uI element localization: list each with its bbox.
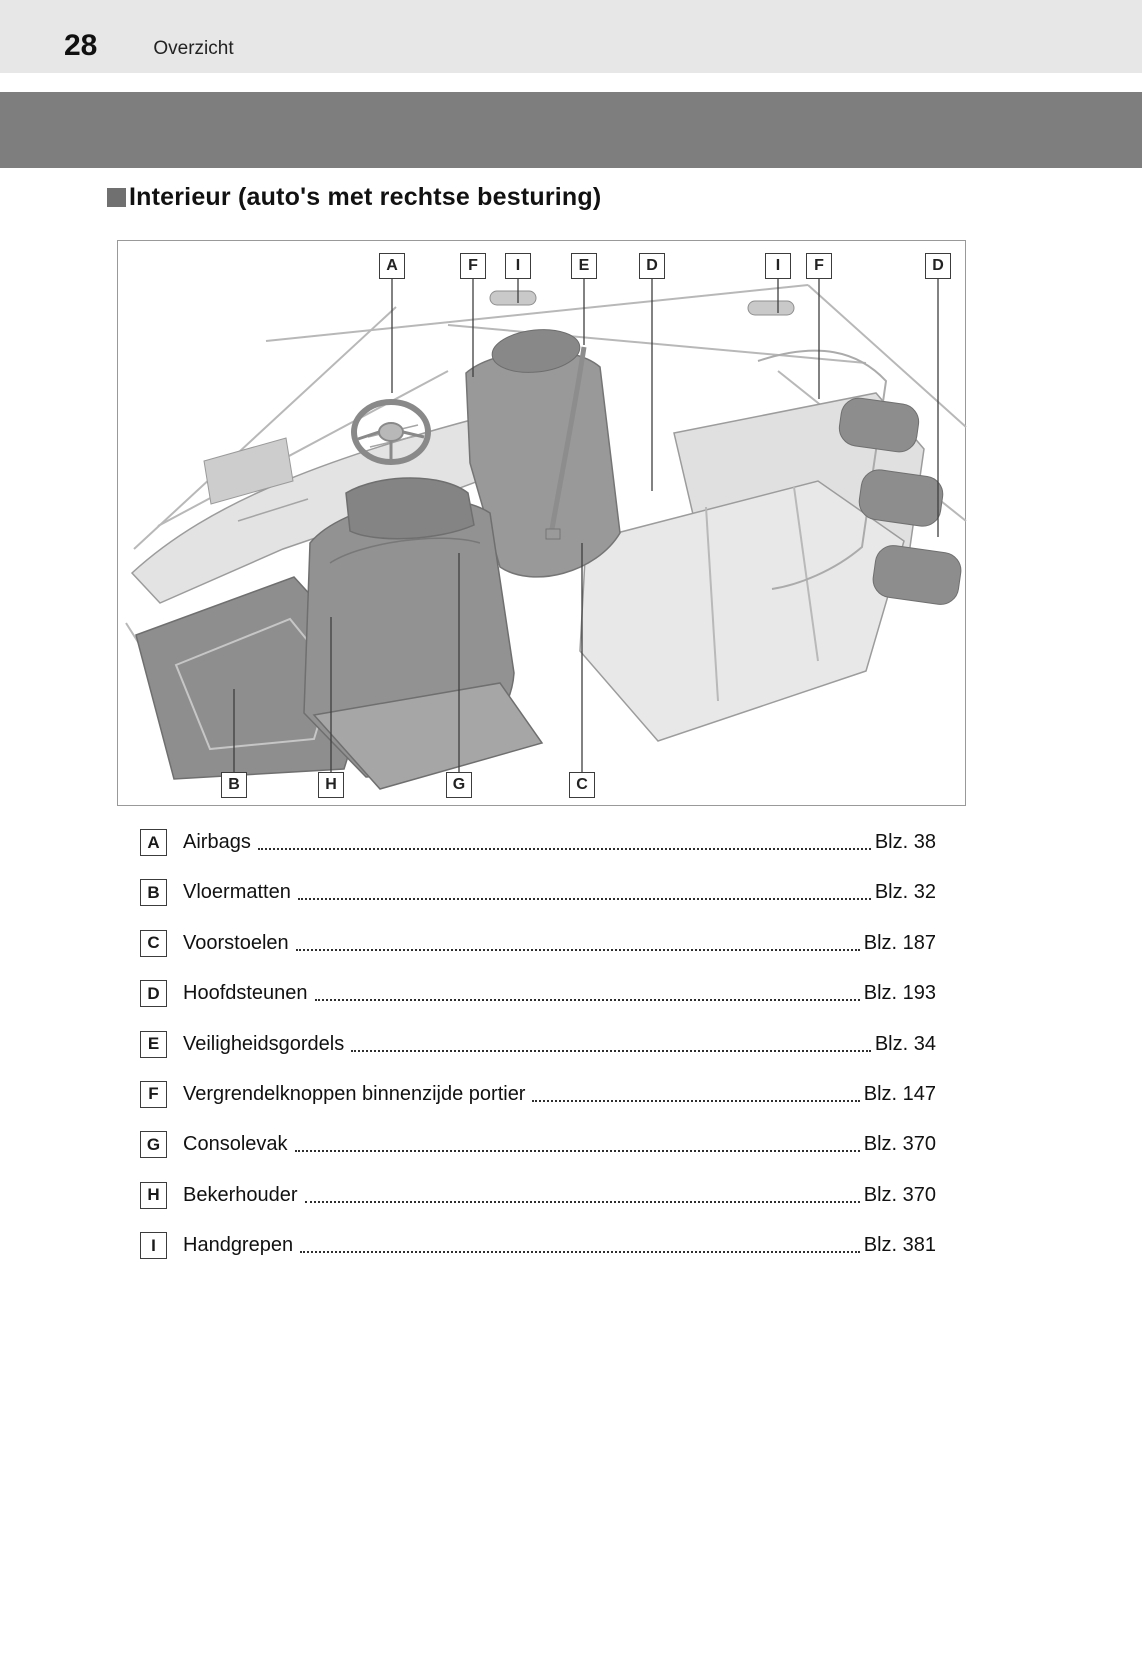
callout-I-1: I xyxy=(505,253,531,279)
dot-leader xyxy=(258,848,871,850)
legend-page-ref: Blz. 187 xyxy=(863,931,936,954)
dot-leader xyxy=(300,1251,860,1253)
dot-leader xyxy=(315,999,860,1001)
legend-page-ref: Blz. 32 xyxy=(874,881,936,904)
legend-key: H xyxy=(140,1182,167,1209)
callout-D-1: D xyxy=(639,253,665,279)
legend-label: Bekerhouder xyxy=(183,1183,298,1206)
legend-page-ref: Blz. 34 xyxy=(874,1032,936,1055)
legend-page-ref: Blz. 38 xyxy=(874,831,936,853)
dot-leader xyxy=(298,898,871,900)
legend-row xyxy=(140,1081,936,1108)
dot-leader xyxy=(296,949,860,951)
callout-H: H xyxy=(318,772,344,798)
dot-leader xyxy=(532,1100,859,1102)
legend-list xyxy=(140,829,936,1259)
legend-key: C xyxy=(140,930,167,957)
interior-figure xyxy=(117,240,966,806)
dot-leader xyxy=(295,1150,860,1152)
legend-row xyxy=(140,1182,936,1209)
callout-B: B xyxy=(221,772,247,798)
legend-label: Handgrepen xyxy=(183,1234,294,1257)
callout-F-1: F xyxy=(460,253,486,279)
legend-row xyxy=(140,879,936,906)
legend-label: Vergrendelknoppen binnenzijde portier xyxy=(183,1082,526,1105)
legend-row xyxy=(140,1131,936,1158)
legend-key: I xyxy=(140,1232,167,1259)
legend-row xyxy=(140,1031,936,1058)
page-header xyxy=(0,0,1142,73)
callout-D-2: D xyxy=(925,253,951,279)
legend-label: Hoofdsteunen xyxy=(183,982,308,1005)
legend-key: E xyxy=(140,1031,167,1058)
legend-key: F xyxy=(140,1081,167,1108)
dot-leader xyxy=(351,1050,871,1052)
legend-key: B xyxy=(140,879,167,906)
legend-row xyxy=(140,1232,936,1259)
legend-label: Veiligheidsgordels xyxy=(183,1032,345,1055)
legend-key: A xyxy=(140,829,167,856)
legend-page-ref: Blz. 193 xyxy=(863,982,936,1005)
legend-label: Consolevak xyxy=(183,1133,288,1156)
legend-page-ref: Blz. 381 xyxy=(863,1234,936,1257)
legend-row xyxy=(140,980,936,1007)
legend-row xyxy=(140,829,936,856)
page-number: 28 xyxy=(64,29,98,62)
chapter-title: Overzicht xyxy=(153,38,234,60)
legend-page-ref: Blz. 370 xyxy=(863,1183,936,1206)
callout-E: E xyxy=(571,253,597,279)
legend-key: D xyxy=(140,980,167,1007)
dot-leader xyxy=(305,1201,860,1203)
legend-label: Voorstoelen xyxy=(183,931,289,954)
callout-F-2: F xyxy=(806,253,832,279)
callout-G: G xyxy=(446,772,472,798)
legend-label: Vloermatten xyxy=(183,881,291,904)
legend-label: Airbags xyxy=(183,831,251,853)
callout-I-2: I xyxy=(765,253,791,279)
section-bullet-icon xyxy=(107,188,126,207)
legend-page-ref: Blz. 147 xyxy=(863,1082,936,1105)
legend-page-ref: Blz. 370 xyxy=(863,1133,936,1156)
section-band xyxy=(0,92,1142,168)
callout-C: C xyxy=(569,772,595,798)
section-title-row xyxy=(107,183,601,212)
callout-A: A xyxy=(379,253,405,279)
interior-illustration xyxy=(118,241,967,807)
legend-key: G xyxy=(140,1131,167,1158)
legend-row xyxy=(140,930,936,957)
section-title: Interieur (auto's met rechtse besturing) xyxy=(129,183,602,211)
